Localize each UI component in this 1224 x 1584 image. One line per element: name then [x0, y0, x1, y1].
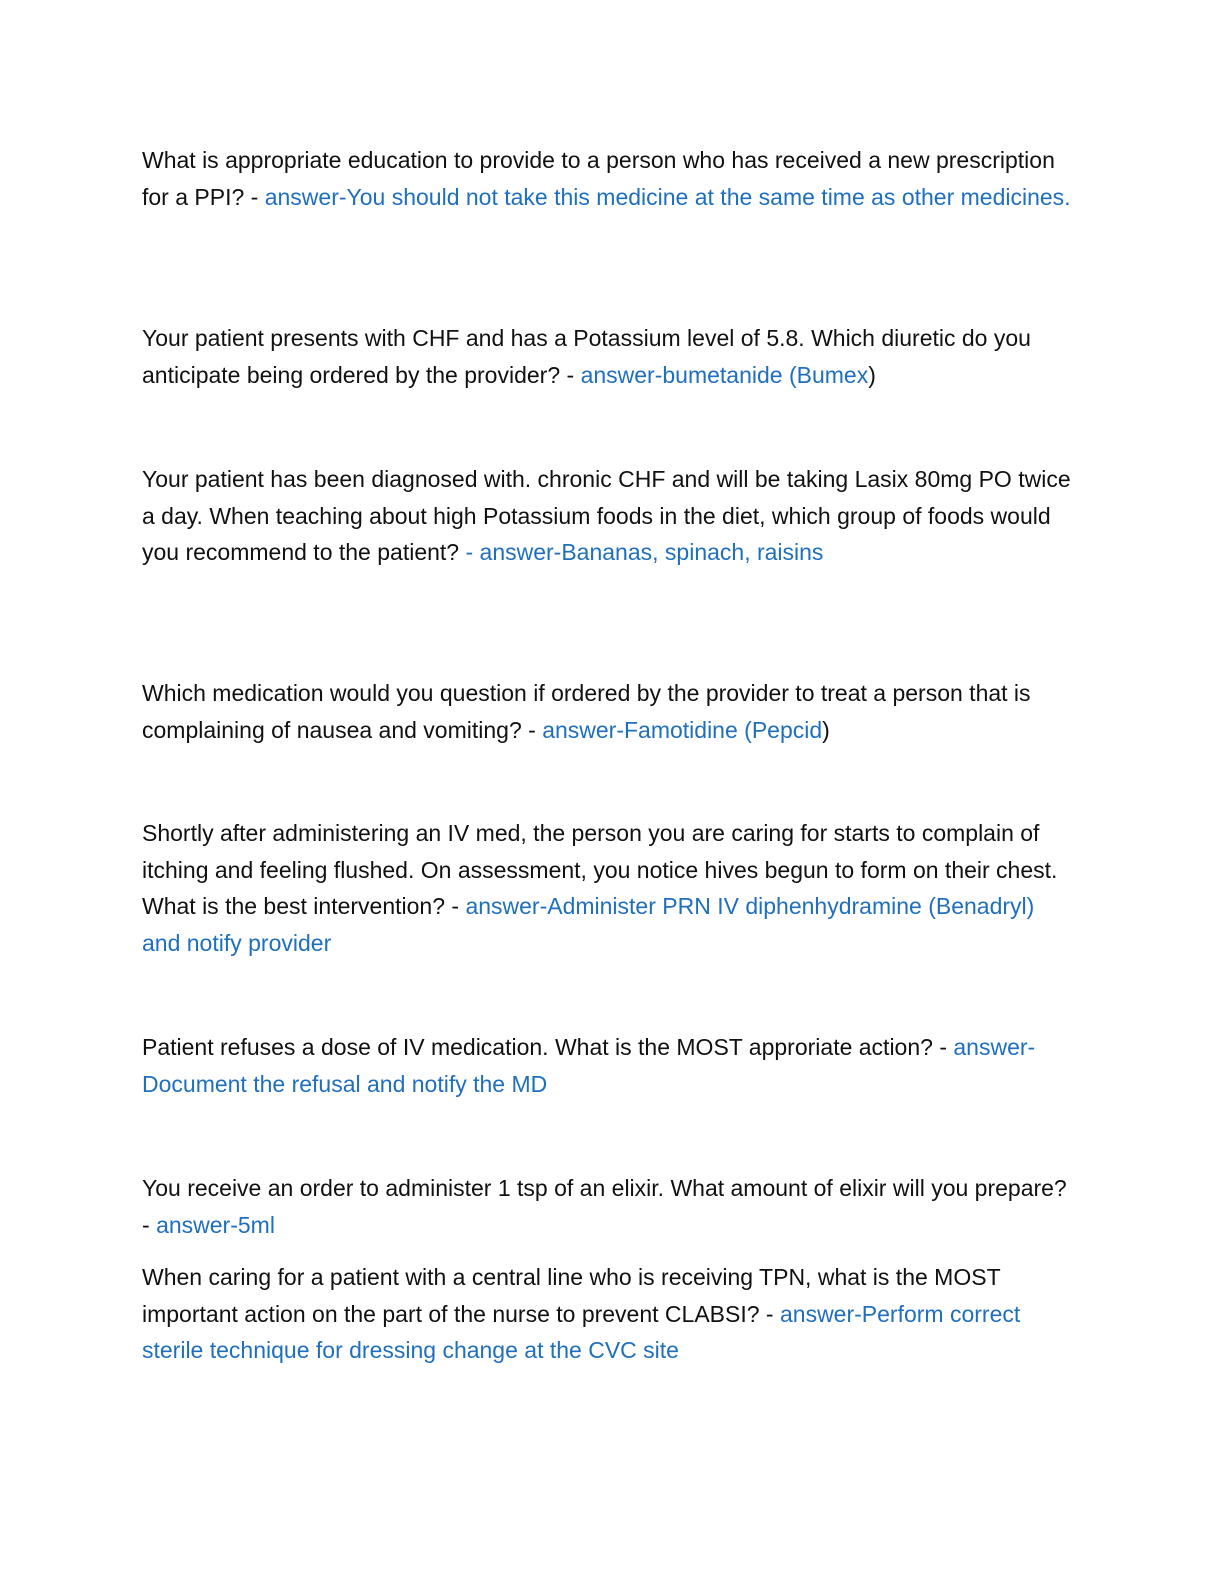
qa-item-5 — [142, 815, 1072, 961]
answer-text: answer-Perform correct sterile technique for dressing change at the CVC site — [142, 1300, 1021, 1363]
answer-text: answer-bumetanide (Bumex — [580, 361, 869, 388]
question-text: Which medication would you question if ordered by the provider to treat a person that is complaining of nausea and vomiting? - — [142, 680, 1031, 743]
question-text: What is appropriate education to provide to a person who has received a new prescription for a PPI? - — [142, 147, 1055, 210]
qa-item-7 — [142, 1170, 1072, 1243]
question-text: You receive an order to administer 1 tsp of an elixir. What amount of elixir will you prepare? - — [142, 1175, 1067, 1238]
answer-tail: ) — [868, 361, 876, 388]
answer-text: answer-Document the refusal and notify the MD — [142, 1034, 1036, 1097]
question-text: Shortly after administering an IV med, the person you are caring for starts to complain of itching and feeling flushed. On assessment, you notice hives begun to form on their chest. What is the best intervention? - — [142, 820, 1058, 919]
answer-text: answer-5ml — [156, 1211, 275, 1238]
qa-item-3 — [142, 461, 1072, 571]
question-text: Your patient has been diagnosed with. chronic CHF and will be taking Lasix 80mg PO twice a day. When teaching about high Potassium foods in the diet, which group of foods would you recommend to the patient? — [142, 466, 1071, 565]
qa-item-2 — [142, 320, 1072, 393]
question-text: Patient refuses a dose of IV medication. What is the MOST approriate action? - — [142, 1034, 954, 1060]
answer-text: answer-Famotidine (Pepcid — [542, 716, 823, 743]
answer-text: answer-Administer PRN IV diphenhydramine (Benadryl) and notify provider — [142, 893, 1035, 956]
qa-item-6 — [142, 1029, 1072, 1102]
answer-tail: ) — [822, 716, 830, 743]
qa-item-8 — [142, 1259, 1072, 1369]
qa-item-1 — [142, 142, 1072, 215]
question-text: Your patient presents with CHF and has a Potassium level of 5.8. Which diuretic do you anticipate being ordered by the provider? - — [142, 325, 1031, 388]
qa-item-4 — [142, 675, 1072, 748]
answer-text: - answer-Bananas, spinach, raisins — [465, 539, 824, 565]
answer-text: answer-You should not take this medicine at the same time as other medicines. — [264, 183, 1071, 210]
question-text: When caring for a patient with a central line who is receiving TPN, what is the MOST important action on the part of the nurse to prevent CLABSI? - — [142, 1264, 1001, 1327]
